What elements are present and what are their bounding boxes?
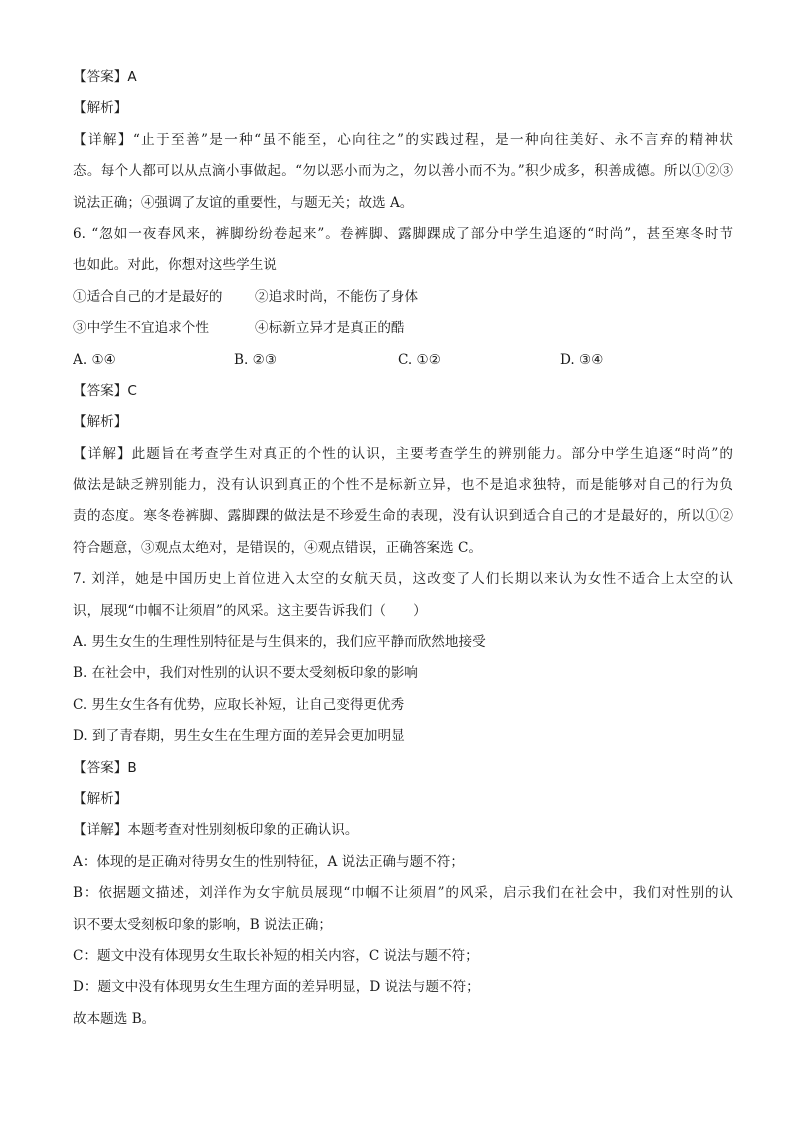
question-6-stem: 6. “忽如一夜春风来，裤脚纷纷卷起来”。卷裤脚、露脚踝成了部分中学生追逐的“时尚”，甚至寒冬时节 (73, 225, 733, 242)
option-a: A. ①④ (73, 351, 116, 368)
statement: ①适合自己的才是最好的 (73, 288, 223, 305)
detail-line: 识不要太受刻板印象的影响，B 说法正确； (73, 916, 332, 933)
statement: ②追求时尚，不能伤了身体 (255, 288, 419, 305)
analysis-label: 【解析】 (73, 414, 128, 431)
statement-row (73, 282, 733, 313)
option-c: C. ①② (398, 351, 441, 368)
option-a: A. 男生女生的生理性别特征是与生俱来的，我们应平静而欣然地接受 (73, 634, 486, 651)
detail-line: 【详解】此题旨在考查学生对真正的个性的认识，主要考查学生的辨别能力。部分中学生追逐“时尚”的 (73, 445, 733, 462)
detail-line: 【详解】“止于至善”是一种“虽不能至，心向往之”的实践过程，是一种向往美好、永不言弃的精神状 (73, 131, 733, 148)
statement-row (73, 313, 733, 344)
question-7-stem: 识，展现“巾帼不让须眉”的风采。这主要告诉我们（ ） (73, 602, 427, 619)
detail-line: 【详解】本题考查对性别刻板印象的正确认识。 (73, 822, 359, 839)
option-d: D. ③④ (560, 351, 604, 368)
answer-label: 【答案】C (73, 382, 137, 399)
analysis-label: 【解析】 (73, 100, 128, 117)
detail-line: D：题文中没有体现男女生生理方面的差异明显，D 说法与题不符； (73, 979, 480, 996)
option-b: B. 在社会中，我们对性别的认识不要太受刻板印象的影响 (73, 665, 418, 682)
document-page (73, 62, 733, 1035)
detail-line: C：题文中没有体现男女生取长补短的相关内容，C 说法与题不符； (73, 947, 479, 964)
answer-label: 【答案】B (73, 759, 137, 776)
detail-line: A：体现的是正确对待男女生的性别特征，A 说法正确与题不符； (73, 853, 464, 870)
options-row (73, 345, 733, 376)
detail-line: 符合题意，③观点太绝对，是错误的，④观点错误，正确答案选 C。 (73, 539, 482, 556)
option-c: C. 男生女生各有优势，应取长补短，让自己变得更优秀 (73, 696, 405, 713)
detail-line: 做法是缺乏辨别能力，没有认识到真正的个性不是标新立异，也不是追求独特，而是能够对自己的行为负 (73, 477, 733, 494)
question-7-stem: 7. 刘洋，她是中国历史上首位进入太空的女航天员，这改变了人们长期以来认为女性不适合上太空的认 (73, 571, 733, 588)
detail-line: 故本题选 B。 (73, 1010, 156, 1027)
question-6-stem: 也如此。对此，你想对这些学生说 (73, 257, 277, 274)
detail-line: B：依据题文描述，刘洋作为女宇航员展现“巾帼不让须眉”的风采，启示我们在社会中，我们对性别的认 (73, 885, 733, 902)
detail-line: 责的态度。寒冬卷裤脚、露脚踝的做法是不珍爱生命的表现，没有认识到适合自己的才是最好的，所以①② (73, 508, 733, 525)
statement: ③中学生不宜追求个性 (73, 320, 209, 337)
detail-line: 态。每个人都可以从点滴小事做起。“勿以恶小而为之，勿以善小而不为。”积少成多，积善成德。所以①②③ (73, 163, 733, 180)
option-b: B. ②③ (234, 351, 278, 368)
answer-label: 【答案】A (73, 69, 137, 85)
statement: ④标新立异才是真正的酷 (255, 320, 405, 337)
analysis-label: 【解析】 (73, 790, 128, 807)
detail-line: 说法正确；④强调了友谊的重要性，与题无关；故选 A。 (73, 194, 414, 211)
option-d: D. 到了青春期，男生女生在生理方面的差异会更加明显 (73, 728, 405, 745)
